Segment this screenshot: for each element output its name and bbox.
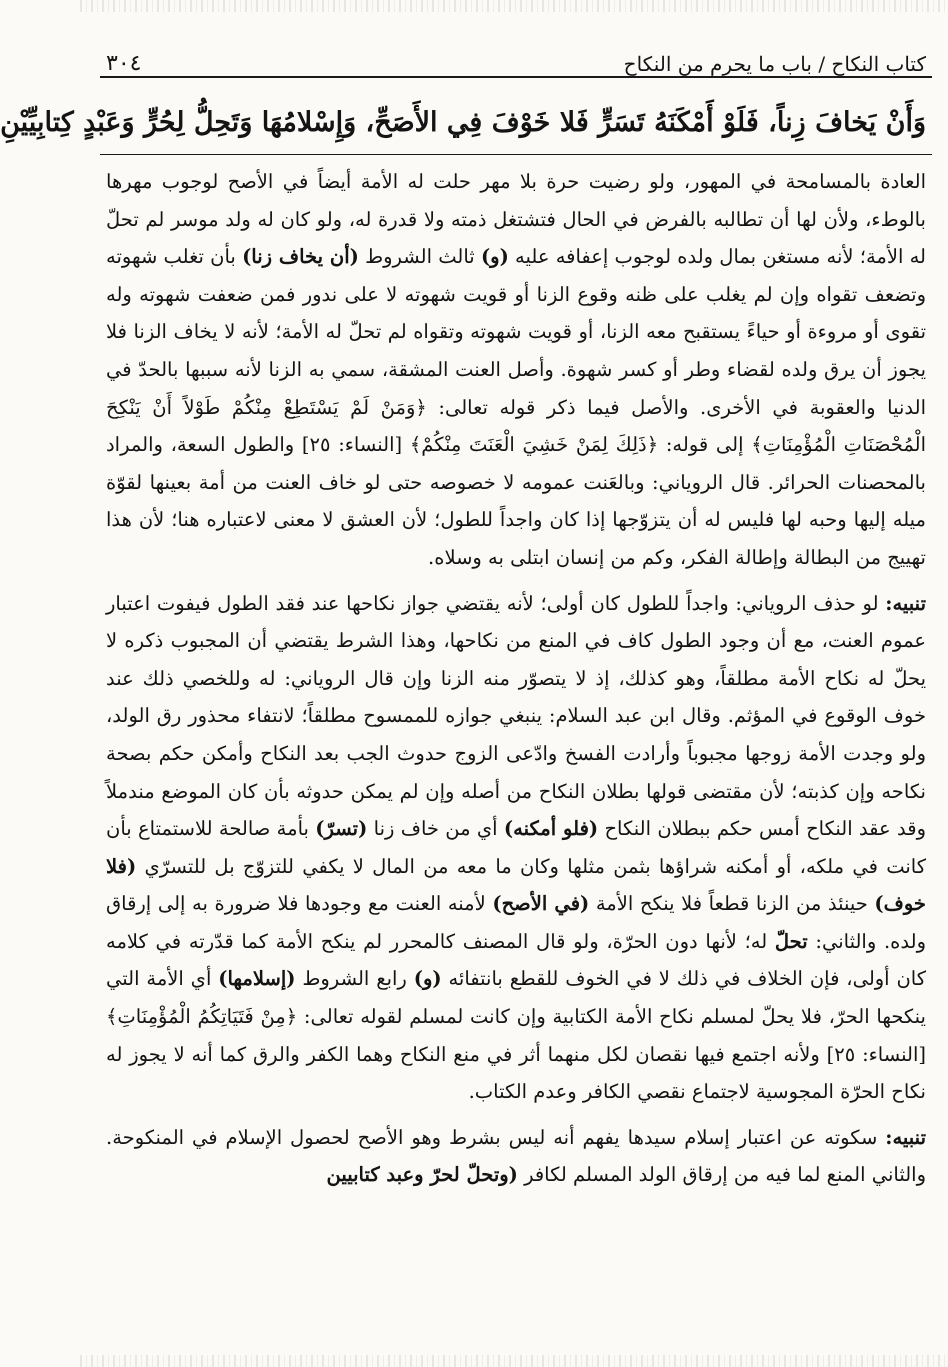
bold-term: (فلو أمكنه) bbox=[503, 817, 599, 841]
matn-line: وَأَنْ يَخافَ زِناً، فَلَوْ أَمْكَنَهُ تَسَرٍّ فَلا خَوْفَ فِي الأَصَحِّ، وَإِسْلامُهَا وَتَحِلُّ لِحُرٍّ وَعَبْدٍ كِتابِيِّيْنِ bbox=[100, 100, 932, 155]
bold-term: (وتحلّ لحرّ وعبد كتابيين bbox=[326, 1163, 518, 1187]
commentary-body bbox=[100, 163, 932, 1194]
scan-noise-bottom bbox=[80, 1355, 948, 1367]
scan-noise-top bbox=[80, 0, 948, 12]
book-page bbox=[0, 40, 932, 1194]
bold-term: تحلّ bbox=[774, 929, 808, 953]
text-run: حينئذ من الزنا قطعاً فلا ينكح الأمة bbox=[589, 892, 875, 916]
text-run: رابع الشروط bbox=[295, 967, 414, 991]
paragraph bbox=[106, 1119, 926, 1194]
text-run: بأن تغلب شهوته وتضعف تقواه وإن لم يغلب على ظنه وقوع الزنا أو قويت شهوته لا على ندور فمن ضعفت شهوته وله تقوى أو مروءة أو حياءً يستقبح معه الزنا، أو قويت شهوته وتقواه لم تحلّ له الأمة؛ لأنه لا يخاف الزنا فلا يجوز أن يرق ولده لقضاء وطر أو كسر شهوة. وأصل العنت المشقة، سمي به الزنا لأنه سببها بالحدّ في الدنيا والعقوبة في الأخرى. والأصل فيما ذكر قوله تعالى: ﴿وَمَنْ لَمْ يَسْتَطِعْ مِنْكُمْ طَوْلاً أَنْ يَنْكِحَ الْمُحْصَنَاتِ الْمُؤْمِنَاتِ﴾ إلى قوله: ﴿ذَلِكَ لِمَنْ خَشِيَ الْعَنَتَ مِنْكُمْ﴾ [النساء: ٢٥] والطول السعة، والمراد بالمحصنات الحرائر. قال الروياني: وبالعَنت عمومه لا خصوصه حتى لو خاف العنت من أمة بعينها لقوّة ميله إليها وحبه لها فليس له أن يتزوّجها إذا كان واجداً للطول؛ لأن العشق لا معنى لاعتباره هنا؛ لأن هذا تهييج من البطالة وإطالة الفكر، وكم من إنسان ابتلى به وسلاه. bbox=[106, 245, 926, 569]
text-run: لو حذف الروياني: واجداً للطول كان أولى؛ لأنه يقتضي جواز نكاحها عند فقد الطول فيفوت اعتبار عموم العنت، مع أن وجود الطول كاف في المنع من نكاحها، وهذا الشرط يقتضي أن المجبوب ذكره لا يحلّ له نكاح الأمة مطلقاً، وهو كذلك، إذ لا يتصوّر منه الزنا وإن قال الروياني: له وللخصي ذلك عند خوف الوقوع في المؤثم. وقال ابن عبد السلام: ينبغي جوازه للممسوح مطلقاً؛ لانتفاء محذور رق الولد، ولو وجدت الأمة زوجها مجبوباً وأرادت الفسخ وادّعى الزوج حدوث الجب بعد النكاح وأمكن حكم بصحة نكاحه وإن كذبته؛ لأن مقتضى قولها بطلان النكاح من أصله وإن لم يمكن حدوثه بأن كان الموضع مندملاً وقد عقد النكاح أمس حكم ببطلان النكاح bbox=[106, 591, 926, 841]
bold-term: (تسرّ) bbox=[315, 817, 368, 841]
running-header bbox=[100, 40, 932, 78]
bold-term: تنبيه: bbox=[885, 1125, 926, 1149]
text-run: أي من خاف زنا bbox=[367, 817, 504, 841]
bold-term: (إسلامها) bbox=[218, 967, 296, 991]
text-run: سكوته عن اعتبار إسلام سيدها يفهم أنه ليس بشرط وهو الأصح لحصول الإسلام في المنكوحة. والثاني المنع لما فيه من إرقاق الولد المسلم لكافر bbox=[106, 1125, 926, 1187]
text-run: بأمة صالحة للاستمتاع بأن كانت في ملكه، أو أمكنه شراؤها بثمن مثلها وكان ما معه من المال لا يكفي للتزوّج بل للتسرّي bbox=[106, 817, 926, 878]
text-run: العادة بالمسامحة في المهور، ولو رضيت حرة بلا مهر حلت له الأمة أيضاً في الأصح لوجوب مهرها بالوطء، ولأن لها أن تطالبه بالفرض في الحال فتشتغل ذمته ولا قدرة له، ولو كان له ولد موسر لم تحلّ له الأمة؛ لأنه مستغن بمال ولده لوجوب إعفافه عليه bbox=[106, 170, 927, 269]
book-title: كتاب النكاح / باب ما يحرم من النكاح bbox=[623, 52, 926, 76]
bold-term: (فلا خوف) bbox=[106, 854, 926, 916]
text-run: أي الأمة التي ينكحها الحرّ، فلا يحلّ لمسلم نكاح الأمة الكتابية وإن كانت لمسلم لقوله تعالى: ﴿مِنْ فَتَيَاتِكُمُ الْمُؤْمِنَاتِ﴾ [النساء: ٢٥] ولأنه اجتمع فيها نقصان لكل منهما أثر في منع النكاح وهما الكفر والرق كما أنه لا يجوز له نكاح الحرّة المجوسية لاجتماع نقصي الكافر وعدم الكتاب. bbox=[106, 967, 926, 1104]
page-number: ٣٠٤ bbox=[106, 51, 142, 76]
text-run: ثالث الشروط bbox=[358, 245, 481, 269]
bold-term: تنبيه: bbox=[885, 591, 926, 615]
bold-term: (و) bbox=[480, 245, 509, 269]
bold-term: (و) bbox=[413, 967, 442, 991]
paragraph bbox=[106, 585, 926, 1111]
bold-term: (في الأصح) bbox=[492, 892, 590, 916]
paragraph bbox=[106, 163, 926, 577]
text-run: له؛ لأنها دون الحرّة، ولو قال المصنف كالمحرر لم ينكح الأمة كما قدّرته في كلامه كان أولى، فإن الخلاف في ذلك لا في الخوف للقطع بانتفائه bbox=[106, 929, 927, 991]
text-run: لأمنه العنت مع وجودها فلا ضرورة به إلى إرقاق ولده. والثاني: bbox=[106, 892, 926, 953]
bold-term: (أن يخاف زنا) bbox=[242, 245, 359, 269]
